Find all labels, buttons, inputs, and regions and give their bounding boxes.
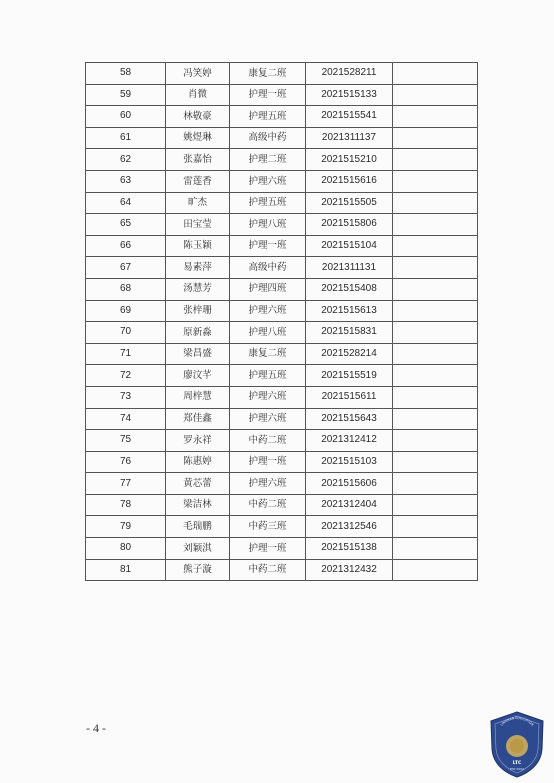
row-number-cell: 58: [86, 63, 166, 85]
seal-top-text: LINGNAN EDUCATION: [499, 715, 535, 727]
student-id-cell: 2021312546: [306, 516, 393, 538]
table-row: [86, 430, 478, 452]
student-name-cell: 冯笑婷: [166, 63, 230, 85]
empty-cell: [393, 451, 478, 473]
table-row: [86, 559, 478, 581]
table-row: [86, 149, 478, 171]
student-id-cell: 2021515611: [306, 386, 393, 408]
table-row: [86, 322, 478, 344]
empty-cell: [393, 343, 478, 365]
student-name-cell: 罗永祥: [166, 430, 230, 452]
student-name-cell: 易素萍: [166, 257, 230, 279]
row-number-cell: 74: [86, 408, 166, 430]
row-number-cell: 59: [86, 84, 166, 106]
empty-cell: [393, 559, 478, 581]
student-name-cell: 郑佳鑫: [166, 408, 230, 430]
table-row: [86, 278, 478, 300]
row-number-cell: 60: [86, 106, 166, 128]
class-name-cell: 护理六班: [230, 300, 306, 322]
table-row: [86, 538, 478, 560]
table-row: [86, 473, 478, 495]
student-name-cell: 肖微: [166, 84, 230, 106]
class-name-cell: 护理一班: [230, 235, 306, 257]
empty-cell: [393, 322, 478, 344]
student-id-cell: 2021515133: [306, 84, 393, 106]
class-name-cell: 中药二班: [230, 494, 306, 516]
student-id-cell: 2021515806: [306, 214, 393, 236]
student-id-cell: 2021312412: [306, 430, 393, 452]
student-name-cell: 雷莲香: [166, 170, 230, 192]
row-number-cell: 69: [86, 300, 166, 322]
row-number-cell: 70: [86, 322, 166, 344]
table-row: [86, 192, 478, 214]
student-id-cell: 2021515505: [306, 192, 393, 214]
empty-cell: [393, 386, 478, 408]
row-number-cell: 73: [86, 386, 166, 408]
class-name-cell: 护理一班: [230, 84, 306, 106]
table-row: [86, 257, 478, 279]
row-number-cell: 78: [86, 494, 166, 516]
student-id-cell: 2021515831: [306, 322, 393, 344]
student-name-cell: 刘颖淇: [166, 538, 230, 560]
class-name-cell: 护理八班: [230, 322, 306, 344]
student-name-cell: 姚煜琳: [166, 127, 230, 149]
empty-cell: [393, 473, 478, 495]
class-name-cell: 中药二班: [230, 430, 306, 452]
row-number-cell: 67: [86, 257, 166, 279]
table-row: [86, 386, 478, 408]
student-id-cell: 2021311137: [306, 127, 393, 149]
empty-cell: [393, 192, 478, 214]
table-row: [86, 365, 478, 387]
class-name-cell: 护理六班: [230, 170, 306, 192]
student-name-cell: 旷杰: [166, 192, 230, 214]
student-id-cell: 2021515616: [306, 170, 393, 192]
student-id-cell: 2021528214: [306, 343, 393, 365]
student-id-cell: 2021311131: [306, 257, 393, 279]
student-id-cell: 2021515613: [306, 300, 393, 322]
row-number-cell: 61: [86, 127, 166, 149]
student-roster-table: [85, 62, 478, 581]
class-name-cell: 护理五班: [230, 106, 306, 128]
row-number-cell: 66: [86, 235, 166, 257]
table-row: [86, 214, 478, 236]
class-name-cell: 护理二班: [230, 149, 306, 171]
student-id-cell: 2021312432: [306, 559, 393, 581]
empty-cell: [393, 214, 478, 236]
row-number-cell: 77: [86, 473, 166, 495]
table-row: [86, 343, 478, 365]
student-name-cell: 廖汶芊: [166, 365, 230, 387]
student-id-cell: 2021515408: [306, 278, 393, 300]
empty-cell: [393, 235, 478, 257]
student-id-cell: 2021515606: [306, 473, 393, 495]
school-seal-logo: [487, 709, 547, 779]
table-row: [86, 494, 478, 516]
student-name-cell: 原新淼: [166, 322, 230, 344]
empty-cell: [393, 365, 478, 387]
class-name-cell: 中药二班: [230, 559, 306, 581]
student-name-cell: 梁昌盛: [166, 343, 230, 365]
class-name-cell: 中药三班: [230, 516, 306, 538]
student-name-cell: 黄芯蕾: [166, 473, 230, 495]
class-name-cell: 高级中药: [230, 257, 306, 279]
student-id-cell: 2021515643: [306, 408, 393, 430]
empty-cell: [393, 278, 478, 300]
empty-cell: [393, 106, 478, 128]
student-name-cell: 陈惠婷: [166, 451, 230, 473]
table-row: [86, 408, 478, 430]
class-name-cell: 康复二班: [230, 343, 306, 365]
table-row: [86, 300, 478, 322]
empty-cell: [393, 516, 478, 538]
student-id-cell: 2021515138: [306, 538, 393, 560]
empty-cell: [393, 127, 478, 149]
empty-cell: [393, 63, 478, 85]
table-row: [86, 170, 478, 192]
empty-cell: [393, 430, 478, 452]
empty-cell: [393, 170, 478, 192]
class-name-cell: 护理一班: [230, 451, 306, 473]
table-row: [86, 106, 478, 128]
table-row: [86, 235, 478, 257]
class-name-cell: 护理五班: [230, 365, 306, 387]
empty-cell: [393, 408, 478, 430]
student-id-cell: 2021528211: [306, 63, 393, 85]
table-row: [86, 127, 478, 149]
class-name-cell: 护理六班: [230, 473, 306, 495]
student-name-cell: 张梓珊: [166, 300, 230, 322]
row-number-cell: 76: [86, 451, 166, 473]
class-name-cell: 护理八班: [230, 214, 306, 236]
student-name-cell: 毛瑞鹏: [166, 516, 230, 538]
student-name-cell: 周梓慧: [166, 386, 230, 408]
student-name-cell: 梁洁林: [166, 494, 230, 516]
table-row: [86, 516, 478, 538]
empty-cell: [393, 494, 478, 516]
class-name-cell: 护理五班: [230, 192, 306, 214]
empty-cell: [393, 149, 478, 171]
row-number-cell: 71: [86, 343, 166, 365]
seal-center-text: LTC: [512, 761, 522, 766]
page-number: - 4 -: [86, 721, 106, 735]
class-name-cell: 护理一班: [230, 538, 306, 560]
row-number-cell: 75: [86, 430, 166, 452]
row-number-cell: 65: [86, 214, 166, 236]
seal-bottom-text: EST.2004: [510, 767, 524, 771]
student-name-cell: 陈玉颖: [166, 235, 230, 257]
row-number-cell: 68: [86, 278, 166, 300]
roster-body: [86, 63, 478, 581]
class-name-cell: 护理六班: [230, 408, 306, 430]
table-row: [86, 84, 478, 106]
student-id-cell: 2021515541: [306, 106, 393, 128]
student-name-cell: 汤慧芳: [166, 278, 230, 300]
row-number-cell: 62: [86, 149, 166, 171]
student-name-cell: 田宝莹: [166, 214, 230, 236]
row-number-cell: 79: [86, 516, 166, 538]
table-row: [86, 63, 478, 85]
row-number-cell: 63: [86, 170, 166, 192]
table-row: [86, 451, 478, 473]
student-id-cell: 2021515104: [306, 235, 393, 257]
row-number-cell: 72: [86, 365, 166, 387]
student-id-cell: 2021515519: [306, 365, 393, 387]
empty-cell: [393, 84, 478, 106]
student-name-cell: 林敬豪: [166, 106, 230, 128]
empty-cell: [393, 538, 478, 560]
class-name-cell: 高级中药: [230, 127, 306, 149]
class-name-cell: 护理六班: [230, 386, 306, 408]
row-number-cell: 81: [86, 559, 166, 581]
row-number-cell: 80: [86, 538, 166, 560]
student-name-cell: 熊子漩: [166, 559, 230, 581]
empty-cell: [393, 300, 478, 322]
row-number-cell: 64: [86, 192, 166, 214]
empty-cell: [393, 257, 478, 279]
student-id-cell: 2021312404: [306, 494, 393, 516]
student-id-cell: 2021515210: [306, 149, 393, 171]
student-id-cell: 2021515103: [306, 451, 393, 473]
class-name-cell: 康复二班: [230, 63, 306, 85]
student-name-cell: 张嘉怡: [166, 149, 230, 171]
class-name-cell: 护理四班: [230, 278, 306, 300]
